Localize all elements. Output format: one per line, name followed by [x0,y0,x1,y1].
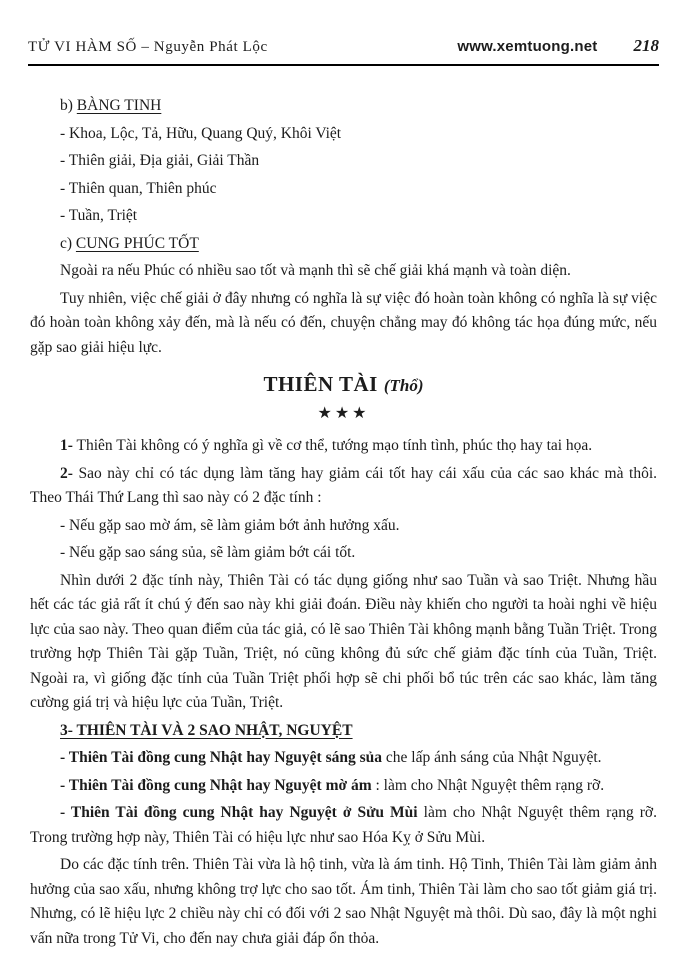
list-item: - Thiên quan, Thiên phúc [60,179,217,197]
chapter-title: THIÊN TÀI [263,372,378,396]
section-b-prefix: b) [60,97,77,114]
list-item: - Thiên giải, Địa giải, Giải Thần [60,152,260,169]
point-2-number: 2- [60,464,73,482]
section-3-title-text: THIÊN TÀI VÀ 2 SAO NHẬT, NGUYỆT [76,721,353,739]
section-b-title: BÀNG TINH [76,97,162,114]
paragraph: Ngoài ra nếu Phúc có nhiều sao tốt và mạnh thì sẽ chế giải khá mạnh và toàn diện. [60,262,571,279]
page-body [30,94,657,951]
list-item: - Khoa, Lộc, Tả, Hữu, Quang Quý, Khôi Việt [60,124,342,142]
bullet-paragraph [30,774,657,799]
bullet-bold-lead: - Thiên Tài đồng cung Nhật hay Nguyệt ở Sửu Mùi [60,804,418,821]
book-title: TỬ VI HÀM SỐ – Nguyễn Phát Lộc [28,39,268,55]
bullet-bold-lead: - Thiên Tài đồng cung Nhật hay Nguyệt sáng sủa [60,749,383,766]
point-2 [30,462,657,511]
point-2-text: Sao này chỉ có tác dụng làm tăng hay giảm cái tốt hay cái xấu của các sao khác mà thôi. Theo Thái Thứ Lang thì sao này có 2 đặc tính : [30,464,657,506]
section-3-heading [30,719,657,744]
bullet-rest: làm cho Nhật Nguyệt thêm rạng rỡ. Trong trường hợp này, Thiên Tài có hiệu lực như sao Hóa Kỵ ở Sửu Mùi. [30,804,657,846]
section-c-title: CUNG PHÚC TỐT [75,234,199,252]
section-b-heading [60,94,657,119]
bullet-rest: che lấp ánh sáng của Nhật Nguyệt. [382,749,602,766]
page-header [28,36,659,66]
point-1-text: Thiên Tài không có ý nghĩa gì về cơ thể, tướng mạo tính tình, phúc thọ hay tai họa. [72,437,593,454]
paragraph: Nhìn dưới 2 đặc tính này, Thiên Tài có tác dụng giống như sao Tuần và sao Triệt. Nhưng hầu hết các tác giả rất ít chú ý đến sao này khi giải đoán. Điều này khiến cho người ta hoài nghi về hiệu lực của sao này. Theo quan điểm của tác giả, có lẽ sao Thiên Tài không mạnh bằng Tuần Triệt. Trong trường hợp Thiên Tài gặp Tuần, Triệt, nó cũng không đủ sức chế giảm đặc tính của Tuần, Triệt. Ngoài ra, vì giống đặc tính của Tuần Triệt phối hợp sẽ chi phối bổ túc trên các sao khác, làm tăng cường giá trị và hiệu lực của Tuần, Triệt. [30,571,657,711]
bullet-rest: : làm cho Nhật Nguyệt thêm rạng rỡ. [371,776,605,794]
bullet-paragraph [30,801,657,850]
list-item: - Nếu gặp sao sáng sủa, sẽ làm giảm bớt cái tốt. [60,544,356,561]
section-3-title [60,722,353,739]
website-url: www.xemtuong.net [457,38,598,55]
point-1-number: 1- [60,437,73,454]
section-c-heading [60,232,657,257]
section-c-prefix: c) [60,234,76,252]
bullet-bold-lead: - Thiên Tài đồng cung Nhật hay Nguyệt mờ ám [60,776,372,794]
list-item: - Nếu gặp sao mờ ám, sẽ làm giảm bớt ảnh hưởng xấu. [60,516,400,534]
point-1 [30,434,657,459]
header-right-group [457,36,659,56]
chapter-element-note: (Thổ) [383,376,424,395]
page-number: 218 [633,36,659,55]
section-3-number: 3- [60,721,77,739]
bullet-paragraph [30,746,657,771]
paragraph: Tuy nhiên, việc chế giải ở đây nhưng có nghĩa là sự việc đó hoàn toàn không có nghĩa là sự việc đó hoàn toàn không xảy đến, mà là nếu có đến, chuyện chẳng may đó không tác họa đúng mức, nếu gặp sao giải hiệu lực. [30,289,657,356]
closing-paragraph: Do các đặc tính trên. Thiên Tài vừa là hộ tinh, vừa là ám tinh. Hộ Tinh, Thiên Tài làm giảm ảnh hưởng của sao xấu, nhưng không trợ lực cho sao tốt. Ám tinh, Thiên Tài làm cho sao tốt giảm giá trị. Nhưng, có lẽ hiệu lực 2 chiều này chỉ có đối với 2 sao Nhật Nguyệt mà thôi. Dù sao, đây là một nghi vấn nữa trong Tử Vi, cho đến nay chưa giải đáp ổn thỏa. [30,856,657,947]
star-rating: ★★★ [317,404,370,422]
chapter-title-block [30,372,657,400]
list-item: - Tuần, Triệt [60,207,138,224]
